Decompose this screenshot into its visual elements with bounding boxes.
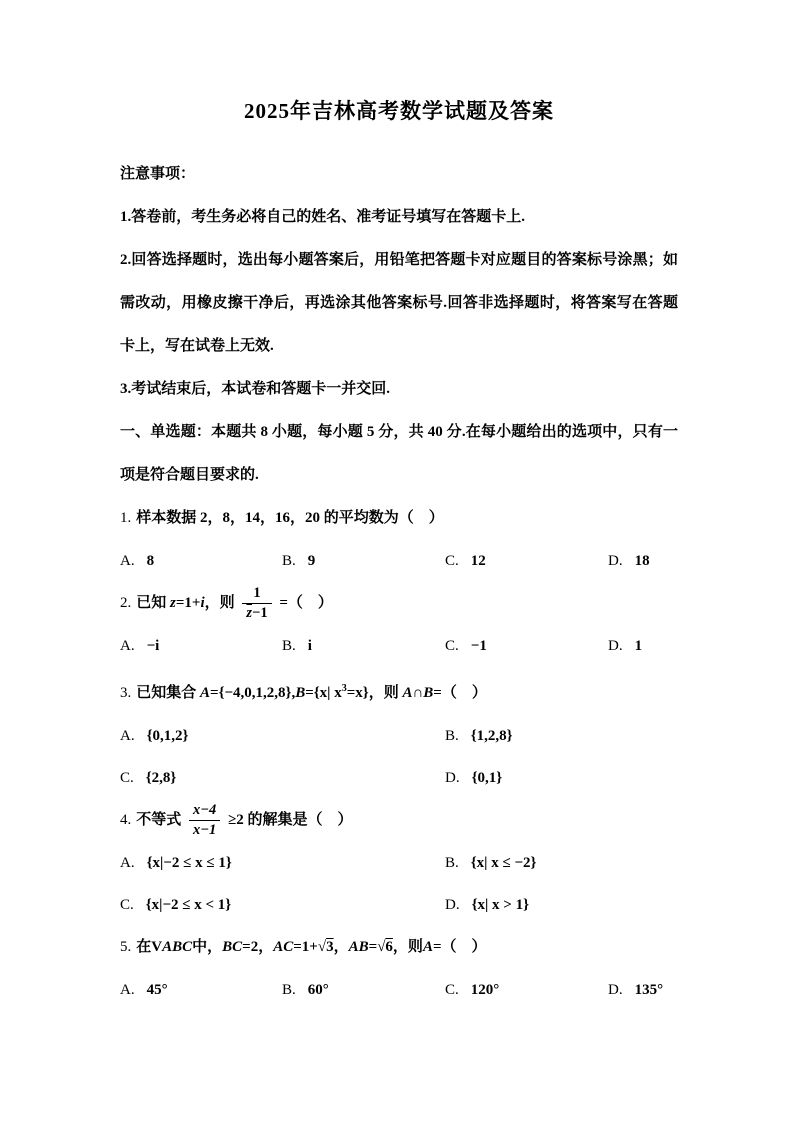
option-letter: A. (120, 982, 135, 998)
option-a (120, 540, 282, 582)
stem-text: 在 (136, 939, 152, 955)
option-value: 9 (307, 553, 316, 569)
stem-text: 中， (192, 939, 223, 955)
stem-math: = (432, 939, 442, 955)
option-a (120, 625, 282, 667)
question-number: 4. (120, 812, 132, 828)
option-letter: B. (282, 553, 296, 569)
option-letter: C. (445, 638, 459, 654)
stem-math: BC (222, 939, 243, 955)
stem-text: 已知 (136, 595, 171, 611)
option-d (608, 540, 678, 582)
stem-math: =2 (242, 939, 259, 955)
option-value: i (307, 638, 312, 654)
option-d (445, 757, 678, 799)
fraction (242, 585, 271, 623)
radical (318, 939, 334, 955)
stem-text: 的解集是（ ） (247, 812, 353, 828)
stem-math: z (170, 595, 176, 611)
question-number: 1. (120, 510, 132, 526)
stem-math: AC (273, 939, 294, 955)
intersection-symbol: ∩ (412, 685, 424, 701)
option-value: 120° (470, 982, 500, 998)
stem-math: = (279, 595, 288, 611)
option-value: 45° (146, 982, 168, 998)
option-letter: C. (445, 982, 459, 998)
option-value: 1 (634, 638, 643, 654)
answer-blank: （ ） (441, 939, 487, 955)
option-value: {1,2,8} (470, 728, 513, 744)
stem-math: A (402, 685, 413, 701)
fraction-numerator: x−4 (189, 802, 220, 821)
section-heading: 一、单选题：本题共 8 小题，每小题 5 分，共 40 分.在每小题给出的选项中，只有一项是符合题目要求的. (120, 424, 678, 483)
stem-text: ， (333, 939, 349, 955)
fraction (189, 802, 220, 840)
option-letter: D. (608, 638, 623, 654)
question-1-stem (120, 497, 678, 540)
stem-text: 的平均数为（ ） (320, 510, 444, 526)
stem-text: 样本数据 (136, 510, 201, 526)
stem-math: ≥2 (228, 812, 244, 828)
notes-heading: 注意事项： (120, 166, 196, 182)
radical-sign: √ (377, 939, 386, 955)
stem-math: B (423, 685, 434, 701)
option-d (608, 625, 678, 667)
question-4-stem (120, 799, 678, 842)
option-c (445, 969, 608, 1011)
stem-text: ，则 (392, 939, 423, 955)
stem-text: ，则 (204, 595, 235, 611)
option-letter: D. (445, 897, 460, 913)
option-b (445, 715, 678, 757)
document-title: 2025年吉林高考数学试题及答案 (244, 99, 554, 123)
stem-math: =1+ (293, 939, 318, 955)
radicand: 6 (385, 939, 393, 955)
option-letter: B. (282, 638, 296, 654)
option-value: {0,1,2} (146, 728, 189, 744)
stem-math: A (422, 939, 433, 955)
note-item-2: 2.回答选择题时，选出每小题答案后，用铅笔把答题卡对应题目的答案标号涂黑；如需改动，用橡皮擦干净后，再选涂其他答案标号.回答非选择题时，将答案写在答题卡上，写在试卷上无效. (120, 252, 678, 354)
fraction-denominator: x−1 (193, 822, 217, 839)
option-value: 8 (146, 553, 155, 569)
option-value: 60° (307, 982, 329, 998)
option-c (120, 757, 445, 799)
option-d (608, 969, 678, 1011)
option-letter: A. (120, 728, 135, 744)
stem-math: 2，8，14，16，20 (200, 510, 321, 526)
stem-math: =x} (346, 685, 369, 701)
question-2 (120, 582, 678, 667)
question-3-options (120, 715, 678, 799)
question-5-stem (120, 926, 678, 969)
option-c (445, 540, 608, 582)
question-number: 2. (120, 595, 132, 611)
question-number: 3. (120, 685, 132, 701)
option-b (282, 540, 445, 582)
option-value: 12 (470, 553, 486, 569)
option-value: {0,1} (471, 770, 503, 786)
triangle-symbol: V (151, 939, 163, 955)
stem-text: 已知集合 (136, 685, 201, 701)
option-a (120, 842, 445, 884)
option-letter: B. (445, 855, 459, 871)
stem-math: B (295, 685, 306, 701)
stem-math: AB (348, 939, 369, 955)
question-2-stem (120, 582, 678, 625)
option-value: {2,8} (145, 770, 177, 786)
stem-text: 不等式 (136, 812, 182, 828)
option-letter: A. (120, 553, 135, 569)
question-1 (120, 497, 678, 582)
option-b (282, 625, 445, 667)
option-letter: B. (282, 982, 296, 998)
radicand: 3 (326, 939, 334, 955)
stem-math: = (433, 685, 442, 701)
question-number: 5. (120, 939, 132, 955)
stem-math: = (368, 939, 378, 955)
option-c (120, 884, 445, 926)
stem-math: ={−4,0,1,2,8}, (210, 685, 296, 701)
question-4 (120, 799, 678, 926)
option-value: {x|−2 ≤ x < 1} (145, 897, 232, 913)
radical-sign: √ (317, 939, 327, 955)
question-3 (120, 667, 678, 799)
option-a (120, 969, 282, 1011)
option-b (445, 842, 678, 884)
stem-math: ={x| x (305, 685, 342, 701)
note-item-3: 3.考试结束后，本试卷和答题卡一并交回. (120, 381, 391, 397)
question-2-options (120, 625, 678, 667)
answer-blank: （ ） (287, 595, 333, 611)
option-value: {x|−2 ≤ x ≤ 1} (146, 855, 232, 871)
option-letter: A. (120, 855, 135, 871)
stem-math: =1+ (175, 595, 201, 611)
question-1-options (120, 540, 678, 582)
fraction-numerator: 1 (242, 585, 271, 604)
question-3-stem (120, 667, 678, 715)
radical (377, 939, 393, 955)
option-value: {x| x ≤ −2} (470, 855, 537, 871)
option-letter: D. (608, 982, 623, 998)
question-5-options (120, 969, 678, 1011)
option-letter: C. (445, 553, 459, 569)
stem-math: ABC (162, 939, 193, 955)
option-value: 135° (634, 982, 664, 998)
stem-math: A (200, 685, 211, 701)
note-item-1: 1.答卷前，考生务必将自己的姓名、准考证号填写在答题卡上. (120, 209, 526, 225)
option-b (282, 969, 445, 1011)
fraction-denominator (242, 604, 271, 622)
option-letter: D. (608, 553, 623, 569)
option-letter: A. (120, 638, 135, 654)
option-letter: C. (120, 770, 134, 786)
exponent: 3 (341, 683, 347, 694)
conjugate-z: $\overline{z}$ (246, 605, 253, 622)
answer-blank: （ ） (441, 685, 487, 701)
option-value: −1 (470, 638, 487, 654)
stem-text: ，则 (368, 685, 403, 701)
option-d (445, 884, 678, 926)
option-letter: D. (445, 770, 460, 786)
stem-text: ， (258, 939, 274, 955)
stem-math: −1 (252, 605, 268, 622)
stem-math: i (200, 595, 205, 611)
option-value: 18 (634, 553, 650, 569)
option-letter: B. (445, 728, 459, 744)
option-c (445, 625, 608, 667)
option-value: {x| x > 1} (471, 897, 530, 913)
option-letter: C. (120, 897, 134, 913)
question-5 (120, 926, 678, 1011)
question-4-options (120, 842, 678, 926)
option-a (120, 715, 445, 757)
option-value: −i (146, 638, 160, 654)
